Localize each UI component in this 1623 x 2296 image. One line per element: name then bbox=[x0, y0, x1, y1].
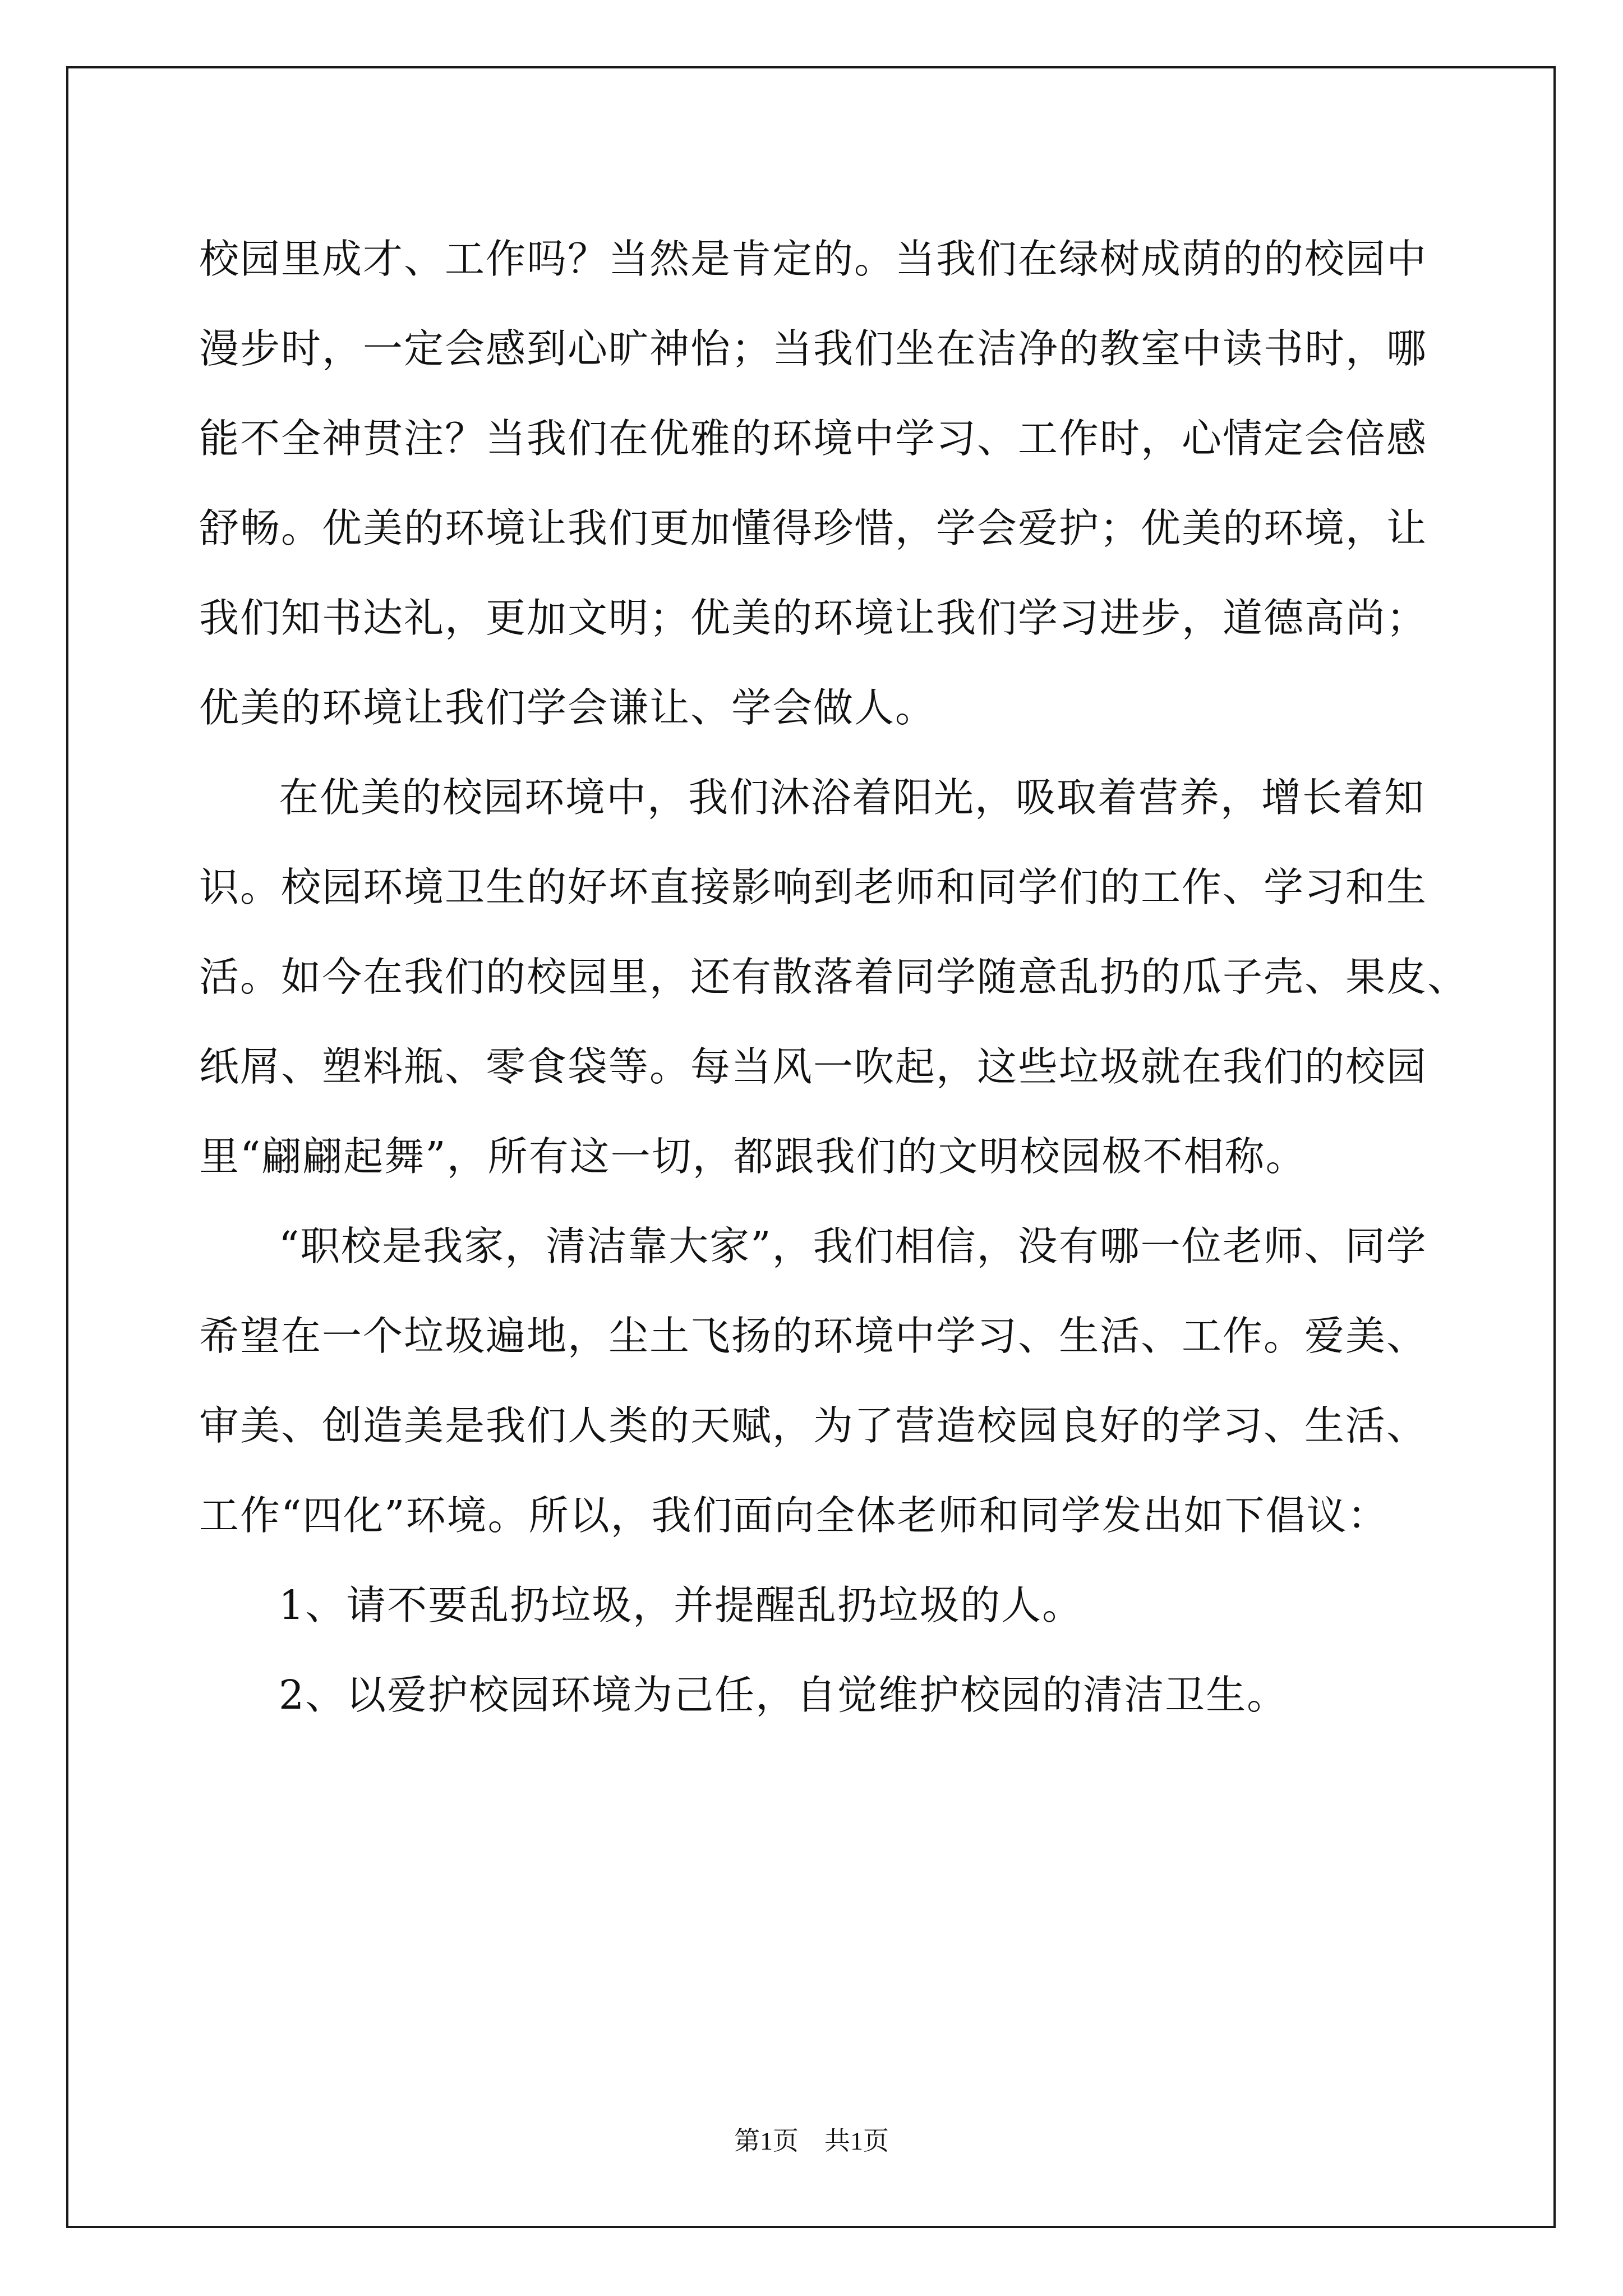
text-line: 能不全神贯注？当我们在优雅的环境中学习、工作时，心情定会倍感 bbox=[199, 415, 1428, 462]
document-body bbox=[199, 214, 1469, 1740]
text-line: 希望在一个垃圾遍地，尘土飞扬的环境中学习、生活、工作。爱美、 bbox=[199, 1313, 1428, 1359]
text-line: 识。校园环境卫生的好坏直接影响到老师和同学们的工作、学习和生 bbox=[199, 864, 1428, 910]
page-number-footer: 第1页 共1页 bbox=[734, 2127, 889, 2155]
text-line: 优美的环境让我们学会谦让、学会做人。 bbox=[199, 684, 937, 731]
text-line: 我们知书达礼，更加文明；优美的环境让我们学习进步，道德高尚； bbox=[199, 595, 1428, 641]
text-line: 舒畅。优美的环境让我们更加懂得珍惜，学会爱护；优美的环境，让 bbox=[199, 505, 1428, 551]
text-line: 1、请不要乱扔垃圾，并提醒乱扔垃圾的人。 bbox=[279, 1582, 1083, 1628]
text-line: 工作“四化”环境。所以，我们面向全体老师和同学发出如下倡议： bbox=[199, 1492, 1389, 1539]
proposal-item-2 bbox=[199, 1650, 1438, 1740]
text-line: 漫步时，一定会感到心旷神怡；当我们坐在洁净的教室中读书时，哪 bbox=[199, 325, 1428, 372]
paragraph-1 bbox=[199, 214, 1438, 753]
text-line: 活。如今在我们的校园里，还有散落着同学随意乱扔的瓜子壳、果皮、 bbox=[199, 954, 1469, 1000]
text-line: 在优美的校园环境中，我们沐浴着阳光，吸取着营养，增长着知 bbox=[279, 774, 1426, 821]
text-line: 审美、创造美是我们人类的天赋，为了营造校园良好的学习、生活、 bbox=[199, 1402, 1428, 1449]
paragraph-3 bbox=[199, 1202, 1438, 1561]
text-line: 2、以爱护校园环境为己任，自觉维护校园的清洁卫生。 bbox=[279, 1672, 1288, 1718]
text-line: 校园里成才、工作吗？当然是肯定的。当我们在绿树成荫的的校园中 bbox=[199, 236, 1428, 282]
text-line: 纸屑、塑料瓶、零食袋等。每当风一吹起，这些垃圾就在我们的校园 bbox=[199, 1043, 1428, 1090]
proposal-item-1 bbox=[199, 1561, 1438, 1650]
paragraph-2 bbox=[199, 753, 1469, 1202]
text-line: 里“翩翩起舞”，所有这一切，都跟我们的文明校园极不相称。 bbox=[199, 1133, 1307, 1180]
text-line: “职校是我家，清洁靠大家”，我们相信，没有哪一位老师、同学 bbox=[279, 1223, 1427, 1269]
